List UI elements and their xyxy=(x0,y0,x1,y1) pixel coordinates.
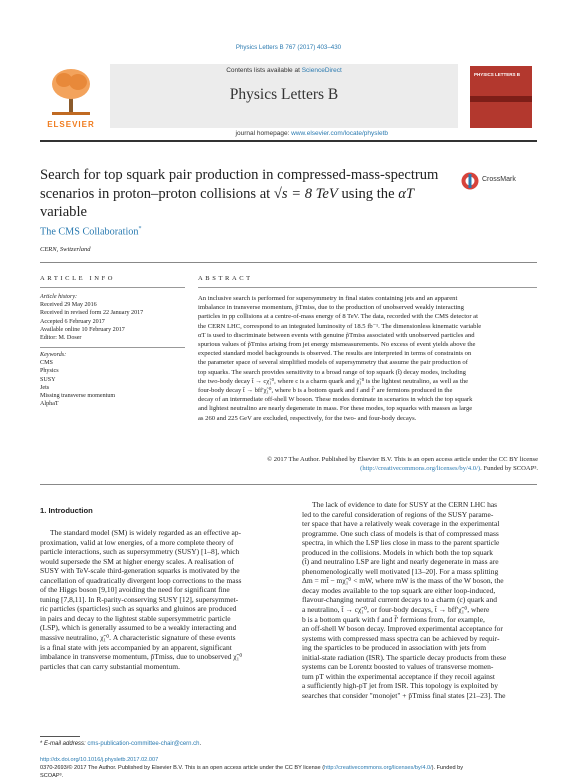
email-footnote xyxy=(40,741,201,747)
abstract-text xyxy=(198,294,538,423)
keyword-item: AlphaT xyxy=(40,401,59,408)
abstract-line: the two-body decay t̃ → cχ̃₁⁰, where c is a charm quark and χ̃₁⁰ is the lightest neutralino, as well as the xyxy=(198,377,469,385)
title-part-a: scenarios in proton–proton collisions at xyxy=(40,185,274,202)
intro-line: (LSP), which is generally assumed to be a weakly interacting and xyxy=(40,623,237,633)
intro-line: a sufficiently high-pT jet from ISR. This topology is exploited by xyxy=(302,681,499,691)
title-line-2 xyxy=(40,185,460,204)
footnote-end: . xyxy=(199,741,202,747)
intro-line: systems can be Lorentz boosted to values of transverse momen- xyxy=(302,662,494,672)
intro-line: a neutralino, t̃ → cχ̃₁⁰, or four-body decays, t̃ → bff′χ̃₁⁰, where xyxy=(302,605,490,615)
footnote-label: E-mail address: xyxy=(44,741,88,747)
sciencedirect-link[interactable]: ScienceDirect xyxy=(301,67,342,74)
intro-line: flavour-changing neutral current decays to a charm (c) quark and xyxy=(302,595,497,605)
abstract-line: top squarks. The search provides sensitivity to a broad range of top squark (t̃) decay modes, including xyxy=(198,368,466,376)
abstract-bottom-divider xyxy=(40,484,537,485)
abstract-line: imbalance in transverse momentum, p̃Tmiss, due to the production of unobserved weakly interacting xyxy=(198,304,464,312)
history-item: Received in revised form 22 January 2017 xyxy=(40,310,144,317)
keywords-rule xyxy=(40,347,185,348)
abstract-line: αT is used to discriminate between events with genuine p̃Tmiss associated with unobserved particles and xyxy=(198,331,475,339)
doi-link[interactable]: http://dx.doi.org/10.1016/j.physletb.2017.02.007 xyxy=(40,757,159,763)
license-link[interactable]: (http://creativecommons.org/licenses/by/4.0/) xyxy=(360,465,481,473)
copyright-notice xyxy=(198,455,538,473)
abstract-line: decay of an intermediate off-shell W boson. These modes dominate in scenarios in which the top squark xyxy=(198,396,473,404)
abstract-line: particles in pp collisions at a centre-of-mass energy of 8 TeV. The data, recorded with the CMS detector at xyxy=(198,313,478,321)
intro-line: programme. One such class of models is that of compressed mass xyxy=(302,528,499,538)
intro-line: produced in the collisions. Models in which both the top squark xyxy=(302,547,494,557)
contents-prefix: Contents lists available at xyxy=(226,67,302,74)
keywords xyxy=(40,351,190,408)
intro-line: imbalance in transverse momentum, p̃Tmiss, due to unobserved χ̃₁⁰ xyxy=(40,652,243,662)
intro-line: The standard model (SM) is widely regarded as an effective ap- xyxy=(50,528,242,537)
homepage-link[interactable]: www.elsevier.com/locate/physletb xyxy=(291,130,388,137)
publisher-name: ELSEVIER xyxy=(47,120,95,129)
cover-title: PHYSICS LETTERS B xyxy=(474,72,521,77)
intro-line: tum pT within the experimental acceptance if they recoil against xyxy=(302,671,495,681)
journal-cover-thumbnail[interactable] xyxy=(470,66,532,128)
abstract-line: the parameter space of several simplified models of supersymmetry that assume the pair production of xyxy=(198,359,468,367)
intro-line: an off-shell W boson decay. Improved experimental acceptance for xyxy=(302,624,503,634)
title-alpha-t: αT xyxy=(398,185,415,202)
journal-reference[interactable]: Physics Letters B 767 (2017) 403–430 xyxy=(235,44,342,51)
author-footnote-mark[interactable]: * xyxy=(138,226,142,232)
intro-line: proximation, valid at low energies, of a more complete theory of xyxy=(40,537,234,547)
intro-line: b is a bottom quark with f and f̄′ fermions from, for example, xyxy=(302,614,485,624)
cover-band xyxy=(470,96,532,102)
copyright-line-2 xyxy=(198,464,538,473)
footer-license-a: 0370-2693/© 2017 The Author. Published by Elsevier B.V. This is an open access article under the CC BY license ( xyxy=(40,765,325,771)
abstract-rule xyxy=(198,287,537,288)
intro-line: The lack of evidence to date for SUSY at the CERN LHC has xyxy=(312,500,498,509)
section-heading-introduction: 1. Introduction xyxy=(40,506,93,515)
crossmark-icon xyxy=(461,172,479,190)
info-top-divider xyxy=(40,262,537,263)
keyword-item: Physics xyxy=(40,368,59,375)
intro-line: ter space that have a relatively weak coverage in the experimental xyxy=(302,519,500,529)
intro-line: particle interactions, such as supersymmetry (SUSY) [1–8], which xyxy=(40,547,240,557)
footer-scoap: SCOAP³. xyxy=(40,773,64,779)
title-line-3: variable xyxy=(40,204,87,220)
keyword-item: Jets xyxy=(40,384,50,391)
keyword-item: CMS xyxy=(40,360,53,367)
intro-line: in pairs and decay to the lightest stable supersymmetric particle xyxy=(40,613,231,623)
abstract-line: as 260 and 225 GeV are excluded, respectively, for the two- and four-body decays. xyxy=(198,414,417,422)
intro-left-column xyxy=(40,528,285,671)
history-item: Available online 10 February 2017 xyxy=(40,326,125,333)
intro-line: is a final state with jets accompanied by an apparent, significant xyxy=(40,642,232,652)
funding-note: . Funded by SCOAP³. xyxy=(480,465,538,473)
title-part-b: using the xyxy=(337,185,399,202)
abstract-line: An inclusive search is performed for supersymmetry in final states containing jets and an apparent xyxy=(198,295,458,302)
intro-line: ric particles (sparticles) such as squarks and gluinos are produced xyxy=(40,604,237,614)
elsevier-logo[interactable] xyxy=(40,64,102,136)
homepage-prefix: journal homepage: xyxy=(235,130,292,137)
email-link[interactable]: cms-publication-committee-chair@cern.ch xyxy=(87,741,200,747)
affiliation: CERN, Switzerland xyxy=(40,246,91,253)
abstract-line: four-body decay t̃ → bff′χ̃₁⁰, where b is a bottom quark and f and f̄′ are fermions produced in the xyxy=(198,387,453,395)
history-item: Received 29 May 2016 xyxy=(40,302,97,309)
intro-line: spectra, in which the LSP lies close in mass to the parent sparticle xyxy=(302,538,500,548)
footer-license-line xyxy=(40,764,537,772)
intro-line: initial-state radiation (ISR). The sparticle decay products from these xyxy=(302,652,507,662)
abstract-line: expected standard model backgrounds is observed. The results are interpreted in terms of constraints on xyxy=(198,350,472,358)
footer-license-link[interactable]: http://creativecommons.org/licenses/by/4.0/ xyxy=(324,765,432,771)
journal-name: Physics Letters B xyxy=(229,86,339,103)
intro-line: (t̃) and neutralino LSP are light and nearly degenerate in mass are xyxy=(302,557,499,567)
intro-line: led to the careful consideration of regions of the SUSY parame- xyxy=(302,509,494,519)
journal-header xyxy=(40,64,537,136)
author-names[interactable]: The CMS Collaboration xyxy=(40,226,139,238)
article-info-rule xyxy=(40,287,185,288)
intro-line: searches that consider "monojet" + p̃Tmiss final states [21–23]. The xyxy=(302,690,506,700)
journal-homepage xyxy=(40,130,388,137)
intro-line: would supersede the SM at higher energy scales. A realisation of xyxy=(40,556,234,566)
footnote-rule xyxy=(40,736,80,737)
intro-line: systems with compressed mass spectra can be achieved by requir- xyxy=(302,633,500,643)
journal-banner xyxy=(110,64,458,128)
contents-line xyxy=(110,67,458,74)
abstract-heading: ABSTRACT xyxy=(198,275,253,282)
crossmark-badge[interactable] xyxy=(461,171,536,191)
intro-right-column xyxy=(302,500,538,700)
article-history xyxy=(40,293,190,342)
page-footer xyxy=(40,756,537,780)
title-line-1: Search for top squark pair production in compressed-mass-spectrum xyxy=(40,167,439,183)
intro-line: particles that can carry substantial momentum. xyxy=(40,661,180,671)
elsevier-tree-icon xyxy=(50,68,92,116)
footer-license-b: ). Funded by xyxy=(431,765,464,771)
keyword-item: SUSY xyxy=(40,376,56,383)
intro-line: Δm = mt̃ − mχ̃₁⁰ < mW, where mW is the mass of the W boson, the xyxy=(302,576,504,586)
intro-line: phenomenologically well motivated [13–20]. For a mass splitting xyxy=(302,566,499,576)
intro-line: of the Higgs boson [9,10] avoiding the need for significant fine xyxy=(40,585,230,595)
abstract-line: the CERN LHC, correspond to an integrated luminosity of 18.5 fb⁻¹. The dimensionless kinematic variable xyxy=(198,322,482,330)
abstract-line: spurious values of p̃Tmiss arising from jet energy mismeasurements. No excess of event yields above the xyxy=(198,341,476,349)
intro-line: SUSY with TeV-scale third-generation squarks is motivated by the xyxy=(40,566,240,576)
header-divider xyxy=(40,140,537,142)
history-label: Article history: xyxy=(40,294,78,300)
intro-line: decay modes available to the top squark are either loop-induced, xyxy=(302,585,496,595)
article-title xyxy=(40,166,460,222)
article-info-heading: ARTICLE INFO xyxy=(40,275,116,282)
title-sqrt-s: √s = 8 TeV xyxy=(273,185,338,202)
history-item: Editor: M. Doser xyxy=(40,335,82,342)
crossmark-label: CrossMark xyxy=(482,176,516,183)
intro-line: massive neutralino, χ̃₁⁰. A characteristic signature of these events xyxy=(40,633,236,643)
intro-line: cancellation of quadratically divergent loop corrections to the mass xyxy=(40,575,242,585)
abstract-line: and lightest neutralino are nearly degenerate in mass. For these modes, top squarks with masses as large xyxy=(198,405,473,413)
intro-line: ing the sparticles to be produced in association with jets from xyxy=(302,643,487,653)
author-line xyxy=(40,226,141,237)
intro-line: tuning [7,8,11]. In R-parity-conserving SUSY [12], supersymmet- xyxy=(40,594,239,604)
footnote-mark: * xyxy=(40,741,43,747)
keywords-label: Keywords: xyxy=(40,352,67,358)
keyword-item: Missing transverse momentum xyxy=(40,393,116,400)
history-item: Accepted 6 February 2017 xyxy=(40,318,105,325)
copyright-line-1: © 2017 The Author. Published by Elsevier B.V. This is an open access article under the CC BY license xyxy=(267,456,538,463)
